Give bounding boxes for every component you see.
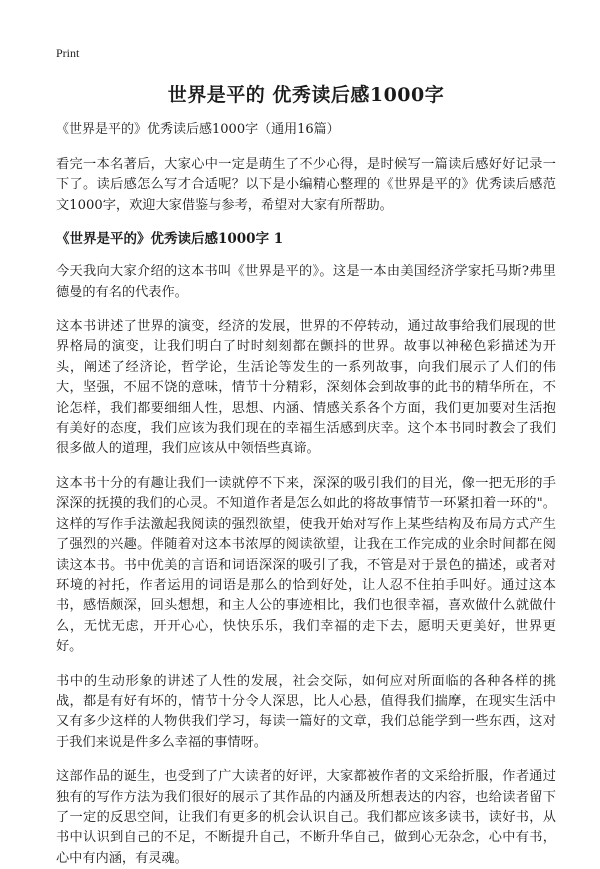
document-title: 世界是平的 优秀读后感1000字 [167,84,445,106]
body-paragraph-5: 这部作品的诞生，也受到了广大读者的好评，大家都被作者的文采给折服，作者通过独有的写作方法为我们很好的展示了其作品的内涵及所想表达的内容，也给读者留下了一定的反思空间，让我们有更多的机会认识自己。我们都应该多读书，读好书，从书中认识到自己的不足，不断提升自己，不断升华自己，做到心无杂念，心中有书，心中有内涵，有灵魂。 [56,769,556,866]
body-paragraph-1: 今天我向大家介绍的这本书叫《世界是平的》。这是一本由美国经济学家托马斯?弗里德曼的有名的代表作。 [56,264,556,300]
print-link[interactable]: Print [56,46,80,60]
section-heading: 《世界是平的》优秀读后感1000字 1 [56,231,284,248]
intro-paragraph: 看完一本名著后，大家心中一定是萌生了不少心得，是时候写一篇读后感好好记录一下了。读后感怎么写才合适呢？以下是小编精心整理的《世界是平的》优秀读后感范文1000字，欢迎大家借鉴与参考，希望对大家有所帮助。 [56,157,556,213]
body-paragraph-4: 书中的生动形象的讲述了人性的发展，社会交际，如何应对所面临的各种各样的挑战，都是有好有坏的，情节十分令人深思，比人心悬，值得我们揣摩，在现实生活中又有多少这样的人物供我们学习，每读一篇好的文章，我们总能学到一些东西，这对于我们来说是件多么幸福的事情呀。 [56,673,556,750]
body-paragraph-2: 这本书讲述了世界的演变，经济的发展，世界的不停转动，通过故事给我们展现的世界格局的演变，让我们明白了时时刻刻都在颤抖的世界。故事以神秘色彩描述为开头，阐述了经济论，哲学论，生活论等发生的一系列故事，向我们展示了人们的伟大，坚强，不屈不饶的意味，情节十分精彩，深刻体会到故事的此书的精华所在，不论怎样，我们都要细细人性，思想、内涵、情感关系各个方面，我们更加要对生活抱有美好的态度，我们应该为我们现在的幸福生活感到庆幸。这个本书同时教会了我们很多做人的道理，我们应该从中领悟些真谛。 [56,319,556,457]
body-paragraph-3: 这本书十分的有趣让我们一读就停不下来，深深的吸引我们的目光，像一把无形的手深深的抚摸的我们的心灵。不知道作者是怎么如此的将故事情节一环紧扣着一环的"。这样的写作手法激起我阅读的强烈欲望，使我开始对写作上某些结构及布局方式产生了强烈的兴趣。伴随着对这本书浓厚的阅读欲望，让我在工作完成的业余时间都在阅读这本书。书中优美的言语和词语深深的吸引了我，不管是对于景色的描述，或者对环境的衬托，作者运用的词语是那么的恰到好处，让人忍不住拍手叫好。通过这本书，感悟颇深，回头想想，和主人公的事迹相比，我们也很幸福，喜欢做什么就做什么，无忧无虑，开开心心，快快乐乐，我们幸福的走下去，愿明天更美好，世界更好。 [56,475,556,655]
document-subtitle: 《世界是平的》优秀读后感1000字（通用16篇） [56,122,340,137]
document-page [56,44,556,869]
